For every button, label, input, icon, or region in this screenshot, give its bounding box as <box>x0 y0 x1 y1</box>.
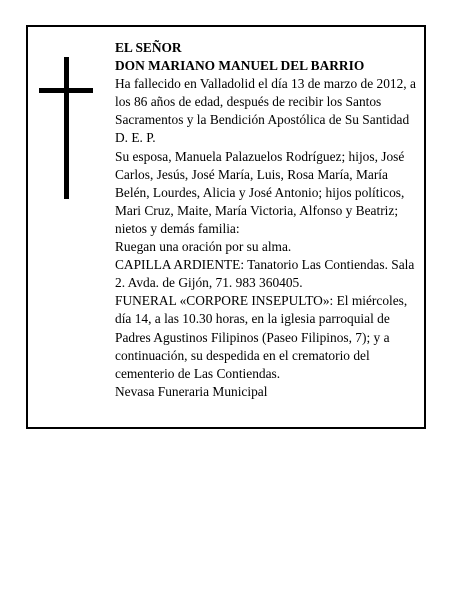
deceased-name: DON MARIANO MANUEL DEL BARRIO <box>115 58 365 74</box>
notice-title: EL SEÑOR <box>115 40 182 55</box>
cross-icon <box>39 57 93 199</box>
funeral-home: Nevasa Funeraria Municipal <box>115 383 268 399</box>
notice-text <box>115 39 425 401</box>
funeral-details: FUNERAL «CORPORE INSEPULTO»: El miércoles, día 14, a las 10.30 horas, en la iglesia parroquial de Padres Agustinos Filipinos (Paseo Filipinos, 7); y a continuación, su despedida en el crematorio del cementerio de Las Contiendas. <box>115 293 408 381</box>
death-announcement: Ha fallecido en Valladolid el día 13 de marzo de 2012, a los 86 años de edad, después de recibir los Santos Sacramentos y la Bendición Apostólica de Su Santidad D. E. P. <box>115 76 416 146</box>
cross-vertical-bar <box>64 57 69 199</box>
family-list: Su esposa, Manuela Palazuelos Rodríguez; hijos, José Carlos, Jesús, José María, Luis, Rosa María, María Belén, Lourdes, Alicia y José Antonio; hijos políticos, Mari Cruz, Maite, María Victoria, Alfonso y Beatriz; nietos y demás familia: <box>115 148 405 236</box>
prayer-request: Ruegan una oración por su alma. <box>115 239 292 255</box>
cross-horizontal-bar <box>39 88 93 93</box>
wake-details: CAPILLA ARDIENTE: Tanatorio Las Contiendas. Sala 2. Avda. de Gijón, 71. 983 360405. <box>115 257 415 291</box>
obituary-notice <box>26 25 426 429</box>
